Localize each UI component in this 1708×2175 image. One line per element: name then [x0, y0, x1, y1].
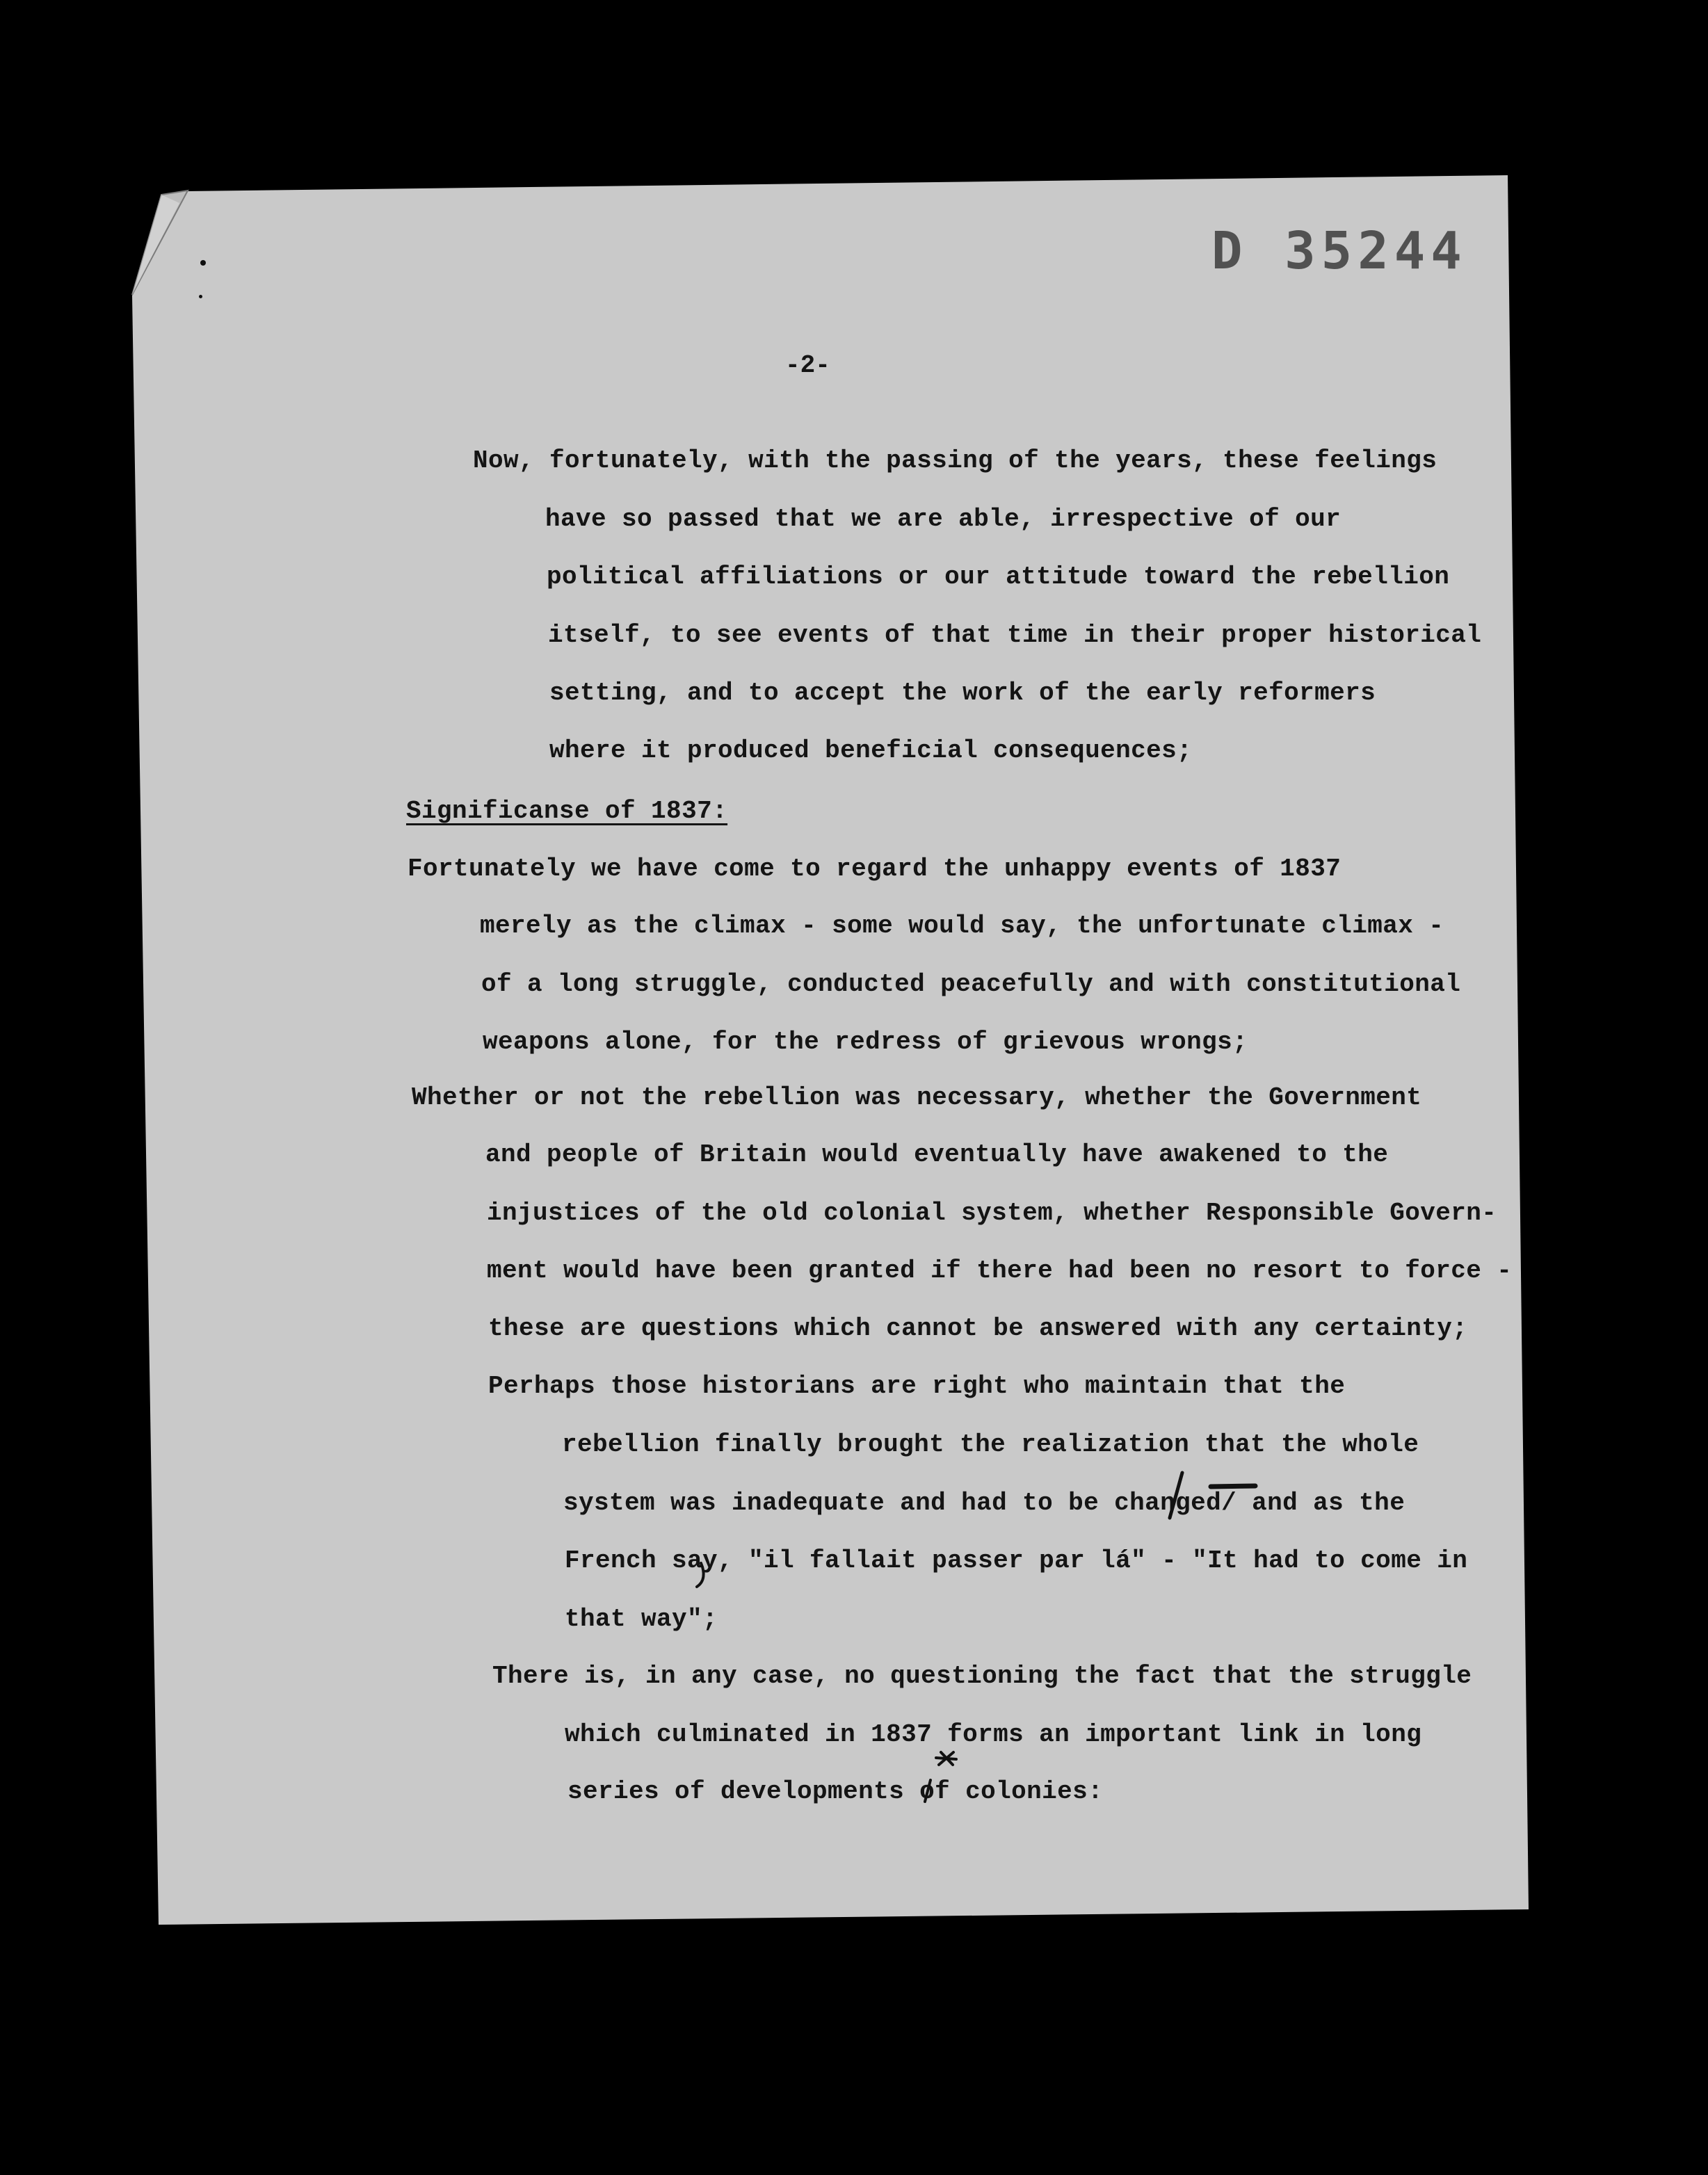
text-line: and people of Britain would eventually have awakened to the [485, 1140, 1389, 1169]
text-line: weapons alone, for the redress of grievous wrongs; [483, 1028, 1248, 1056]
text-line: itself, to see events of that time in their proper historical [548, 621, 1482, 649]
text-line: rebellion finally brought the realization that the whole [562, 1430, 1419, 1459]
punch-mark-small [199, 295, 202, 298]
text-line: that way"; [565, 1605, 718, 1633]
text-line: French say, "il fallait passer par lá" - "It had to come in [565, 1546, 1468, 1575]
text-line: ment would have been granted if there had been no resort to force - [487, 1256, 1513, 1285]
text-line: Fortunately we have come to regard the unhappy events of 1837 [408, 855, 1342, 883]
text-line: setting, and to accept the work of the early reformers [549, 679, 1376, 707]
text-line: political affiliations or our attitude toward the rebellion [547, 563, 1450, 591]
text-line: merely as the climax - some would say, the unfortunate climax - [480, 912, 1444, 940]
text-line: these are questions which cannot be answered with any certainty; [488, 1314, 1468, 1343]
text-line: series of developments of colonies: [567, 1777, 1104, 1806]
text-line: Now, fortunately, with the passing of the years, these feelings [473, 446, 1437, 475]
page-number: -2- [785, 351, 830, 380]
text-line: Whether or not the rebellion was necessary, whether the Government [412, 1083, 1422, 1112]
document-stamp: D 35244 [1211, 221, 1467, 281]
text-line: of a long struggle, conducted peacefully and with constitutional [481, 970, 1461, 998]
text-line: Perhaps those historians are right who maintain that the [488, 1372, 1346, 1400]
text-line: system was inadequate and had to be changed/ and as the [563, 1489, 1405, 1517]
section-heading: Significanse of 1837: [406, 797, 728, 825]
text-line: where it produced beneficial consequences; [549, 736, 1193, 765]
text-line: have so passed that we are able, irrespective of our [545, 505, 1342, 533]
text-line: There is, in any case, no questioning the fact that the struggle [492, 1662, 1472, 1690]
text-line: which culminated in 1837 forms an important link in long [565, 1720, 1422, 1749]
text-line: injustices of the old colonial system, whether Responsible Govern- [487, 1199, 1497, 1227]
punch-mark [200, 260, 206, 266]
